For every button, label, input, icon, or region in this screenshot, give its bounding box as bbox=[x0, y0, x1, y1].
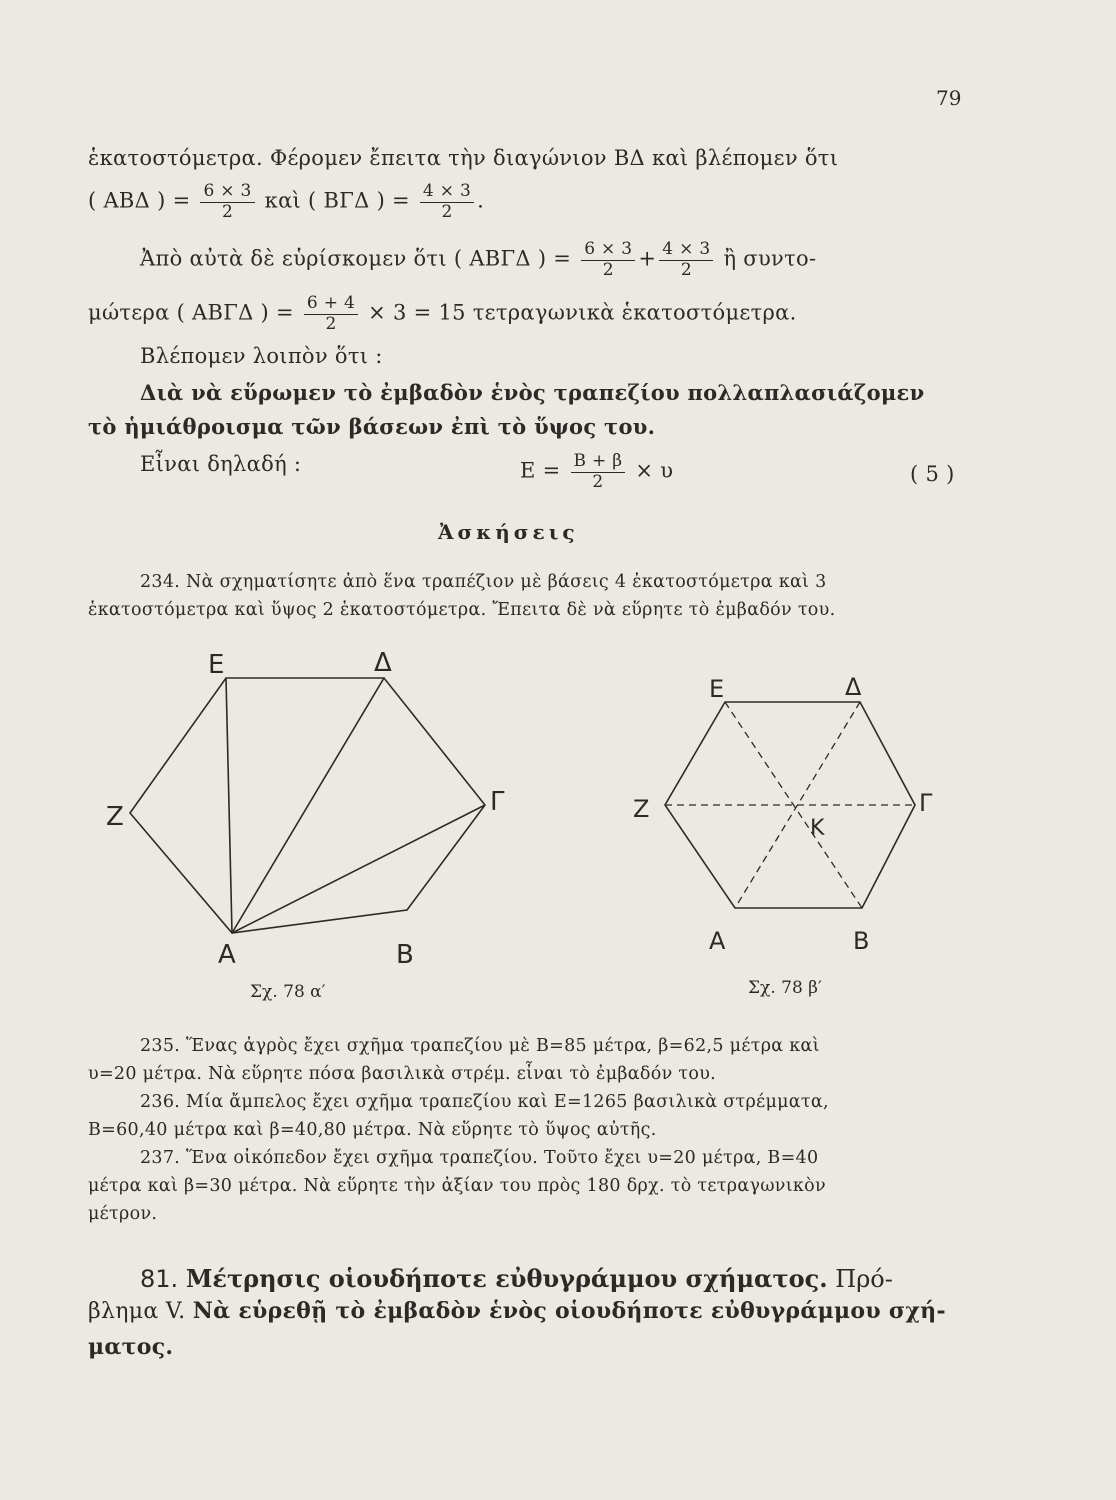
exercise-236-line-1: 236. Μία ἄμπελος ἔχει σχῆμα τραπεζίου καὶ Ε=1265 βασιλικὰ στρέμματα, bbox=[140, 1092, 829, 1112]
text-line-5: Βλέπομεν λοιπὸν ὅτι : bbox=[140, 344, 383, 368]
exercise-236-line-2: Β=60,40 μέτρα καὶ β=40,80 μέτρα. Νὰ εὕρητε τὸ ὕψος αὐτῆς. bbox=[88, 1120, 657, 1140]
exercise-234-line-1: 234. Νὰ σχηματίσητε ἀπὸ ἕνα τραπέζιον μὲ βάσεις 4 ἑκατοστόμετρα καὶ 3 bbox=[140, 572, 827, 592]
label-Z-a: Ζ bbox=[106, 802, 124, 832]
label-D-a: Δ bbox=[374, 648, 392, 678]
exercise-237-line-2: μέτρα καὶ β=30 μέτρα. Νὰ εὕρητε τὴν ἀξίαν του πρὸς 180 δρχ. τὸ τετραγωνικὸν bbox=[88, 1176, 826, 1196]
formula-line-3: Ἀπὸ αὐτὰ δὲ εὑρίσκομεν ὅτι ( ΑΒΓΔ ) = $\frac{6 \times 3}{2}$ + $\frac{4 \times 3}{2}$ ἢ συντο- bbox=[140, 239, 817, 280]
label-G-a: Γ bbox=[490, 787, 505, 817]
fraction-6plus4: $\frac{6 + 4}{2}$ bbox=[304, 294, 358, 334]
exercise-237-line-1: 237. Ἕνα οἰκόπεδον ἔχει σχῆμα τραπεζίου. Τοῦτο ἔχει υ=20 μέτρα, Β=40 bbox=[140, 1148, 819, 1168]
figure-78a bbox=[100, 645, 520, 975]
fraction-6x3: $\frac{6 \times 3}{2}$ bbox=[200, 182, 254, 222]
label-D-b: Δ bbox=[845, 673, 862, 701]
label-E-b: Ε bbox=[709, 675, 725, 703]
label-K-b: Κ bbox=[810, 816, 825, 841]
formula-line-5: Εἶναι δηλαδή : Ε = $\frac{B + \beta}{2}$ × υ ( 5 ) bbox=[140, 451, 955, 492]
exercise-234-line-2: ἑκατοστόμετρα καὶ ὕψος 2 ἑκατοστόμετρα. Ἔπειτα δὲ νὰ εὕρητε τὸ ἐμβαδόν του. bbox=[88, 600, 836, 620]
label-Z-b: Ζ bbox=[633, 795, 650, 823]
section-81-line-3: ματος. bbox=[88, 1334, 174, 1360]
label-A-b: Α bbox=[709, 927, 726, 955]
figure-78b-caption: Σχ. 78 β′ bbox=[748, 978, 822, 998]
label-B-a: Β bbox=[396, 940, 414, 970]
abd-label: ( ΑΒΔ ) = bbox=[88, 188, 191, 213]
exercise-235-line-2: υ=20 μέτρα. Νὰ εὕρητε πόσα βασιλικὰ στρέμ. εἶναι τὸ ἐμβαδόν του. bbox=[88, 1064, 716, 1084]
exercise-235-line-1: 235. Ἕνας ἀγρὸς ἔχει σχῆμα τραπεζίου μὲ Β=85 μέτρα, β=62,5 μέτρα καὶ bbox=[140, 1036, 820, 1056]
diagonal-AE bbox=[226, 678, 232, 933]
label-G-b: Γ bbox=[919, 789, 933, 817]
text-line-1: ἑκατοστόμετρα. Φέρομεν ἔπειτα τὴν διαγώνιον ΒΔ καὶ βλέπομεν ὅτι bbox=[88, 146, 839, 170]
label-B-b: Β bbox=[853, 927, 870, 955]
exercise-237-line-3: μέτρον. bbox=[88, 1204, 158, 1224]
line-3-text: Ἀπὸ αὐτὰ δὲ εὑρίσκομεν ὅτι ( ΑΒΓΔ ) = bbox=[140, 246, 572, 271]
equation-number: ( 5 ) bbox=[910, 462, 955, 486]
fraction-6x3-b: $\frac{6 \times 3}{2}$ bbox=[581, 240, 635, 280]
fraction-4x3: $\frac{4 \times 3}{2}$ bbox=[420, 182, 474, 222]
exercises-title: Ἀσκήσεις bbox=[438, 520, 579, 544]
page-number: 79 bbox=[936, 86, 962, 110]
rule-line-1: Διὰ νὰ εὕρωμεν τὸ ἐμβαδὸν ἑνὸς τραπεζίου πολλαπλασιάζομεν bbox=[140, 380, 925, 405]
line-3-end: ἢ συντο- bbox=[723, 246, 817, 271]
section-81-line-2: βλημα V. Νὰ εὑρεθῇ τὸ ἐμβαδὸν ἑνὸς οἱουδήποτε εὐθυγράμμου σχή- bbox=[88, 1298, 946, 1324]
figure-78b bbox=[625, 665, 955, 965]
section-81-heading: 81. Μέτρησις οἱουδήποτε εὐθυγράμμου σχήματος. Πρό- bbox=[140, 1264, 893, 1293]
bgd-label: καὶ ( ΒΓΔ ) = bbox=[264, 188, 410, 213]
label-E-a: Ε bbox=[208, 650, 225, 680]
figure-78a-caption: Σχ. 78 α′ bbox=[250, 982, 326, 1002]
rule-line-2: τὸ ἡμιάθροισμα τῶν βάσεων ἐπὶ τὸ ὕψος του. bbox=[88, 414, 656, 439]
fraction-4x3-b: $\frac{4 \times 3}{2}$ bbox=[659, 240, 713, 280]
formula-line-4: μώτερα ( ΑΒΓΔ ) = $\frac{6 + 4}{2}$ × 3 = 15 τετραγωνικὰ ἑκατοστόμετρα. bbox=[88, 293, 797, 334]
formula-line-2: ( ΑΒΔ ) = $\frac{6 \times 3}{2}$ καὶ ( ΒΓΔ ) = $\frac{4 \times 3}{2}$ . bbox=[88, 181, 485, 222]
fraction-B-plus-b: $\frac{B + \beta}{2}$ bbox=[571, 452, 626, 492]
label-A-a: Α bbox=[218, 940, 236, 970]
